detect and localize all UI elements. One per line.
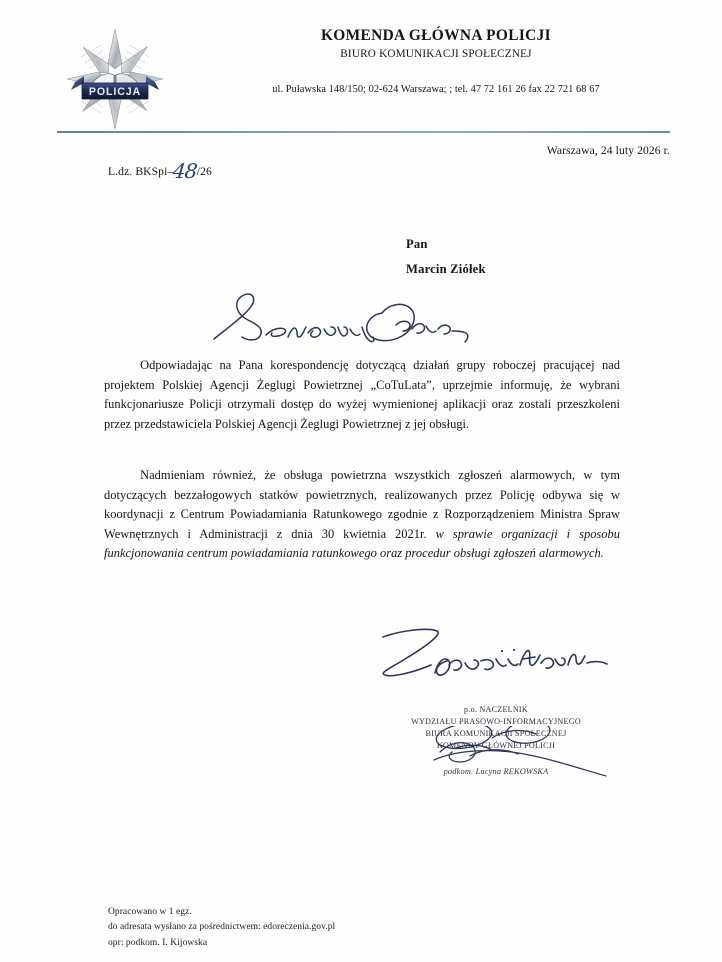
- signature-title-line-2: WYDZIAŁU PRASOWO-INFORMACYJNEGO: [411, 716, 581, 726]
- signature-title-line-4: KOMENDY GŁÓWNEJ POLICJI: [436, 740, 556, 750]
- logo-banner-text: POLICJA: [88, 86, 142, 98]
- body-paragraph-2: [104, 466, 620, 564]
- footer-line-1: Opracowano w 1 egz.: [108, 907, 192, 917]
- addressee-name: Marcin Ziółek: [406, 261, 486, 276]
- header-divider: [57, 131, 670, 133]
- reference-prefix: L.dz. BKSpi–: [108, 165, 174, 178]
- org-address: ul. Puławska 148/150; 02-624 Warszawa; ; tel. 47 72 161 26 fax 22 721 68 67: [272, 83, 600, 95]
- paragraph-1-text: Odpowiadając na Pana korespondencję dotyczącą działań grupy roboczej pracującej nad projektem Polskiej Agencji Żeglugi Powietrznej „CoTuLata”, uprzejmie informuję, że wybrani funkcjonariusze Policji otrzymali dostęp do wyżej wymienionej aplikacji oraz zostali przeszkoleni przez przedstawiciela Polskiej Agencji Żeglugi Powietrznej z jej obsługi.: [104, 358, 620, 431]
- footer-notes: [108, 905, 335, 951]
- reference-number: [108, 156, 212, 183]
- signature-title-line-3: BIURA KOMUNIKACJI SPOŁECZNEJ: [425, 728, 567, 738]
- letterhead: [0, 18, 722, 130]
- addressee-honorific: Pan: [406, 237, 428, 251]
- paragraph-2-italic: w sprawie organizacji i sposobu funkcjonowania centrum powiadamiania ratunkowego oraz procedur obsługi zgłoszeń alarmowych.: [104, 526, 621, 561]
- footer-line-3: opr: podkom. I. Kijowska: [108, 937, 208, 948]
- body-paragraph-1: [104, 356, 620, 434]
- addressee-block: [406, 232, 486, 281]
- footer-line-2: do adresata wysłano za pośrednictwem: edoreczenia.gov.pl: [108, 922, 336, 933]
- handwritten-closing: [365, 621, 615, 691]
- org-title: KOMENDA GŁÓWNA POLICJI: [320, 27, 552, 44]
- signature-block: [380, 704, 612, 778]
- signer-name: podkom. Lucyna REKOWSKA: [443, 766, 549, 776]
- signature-title-line-1: p.o. NACZELNIK: [464, 705, 528, 714]
- reference-handwritten-number: 48: [172, 159, 199, 183]
- place-and-date: Warszawa, 24 luty 2026 r.: [546, 144, 670, 157]
- letterhead-text: [186, 26, 686, 96]
- reference-suffix: /26: [196, 165, 212, 178]
- handwritten-salutation: [200, 289, 490, 347]
- org-subtitle: BIURO KOMUNIKACJI SPOŁECZNEJ: [340, 48, 532, 61]
- police-star-emblem-icon: [54, 26, 176, 138]
- paragraph-2-text: [104, 466, 620, 564]
- paragraph-2-plain: Nadmieniam również, że obsługa powietrzna wszystkich zgłoszeń alarmowych, w tym dotyczących bezzałogowych statków powietrznych, realizowanych przez Policję odbywa się w koordynacji z Centrum Powiadamiania Ratunkowego zgodnie z Rozporządzeniem Ministra Spraw Wewnętrznych i Administracji z dnia 30 kwietnia 2021r.: [104, 468, 620, 541]
